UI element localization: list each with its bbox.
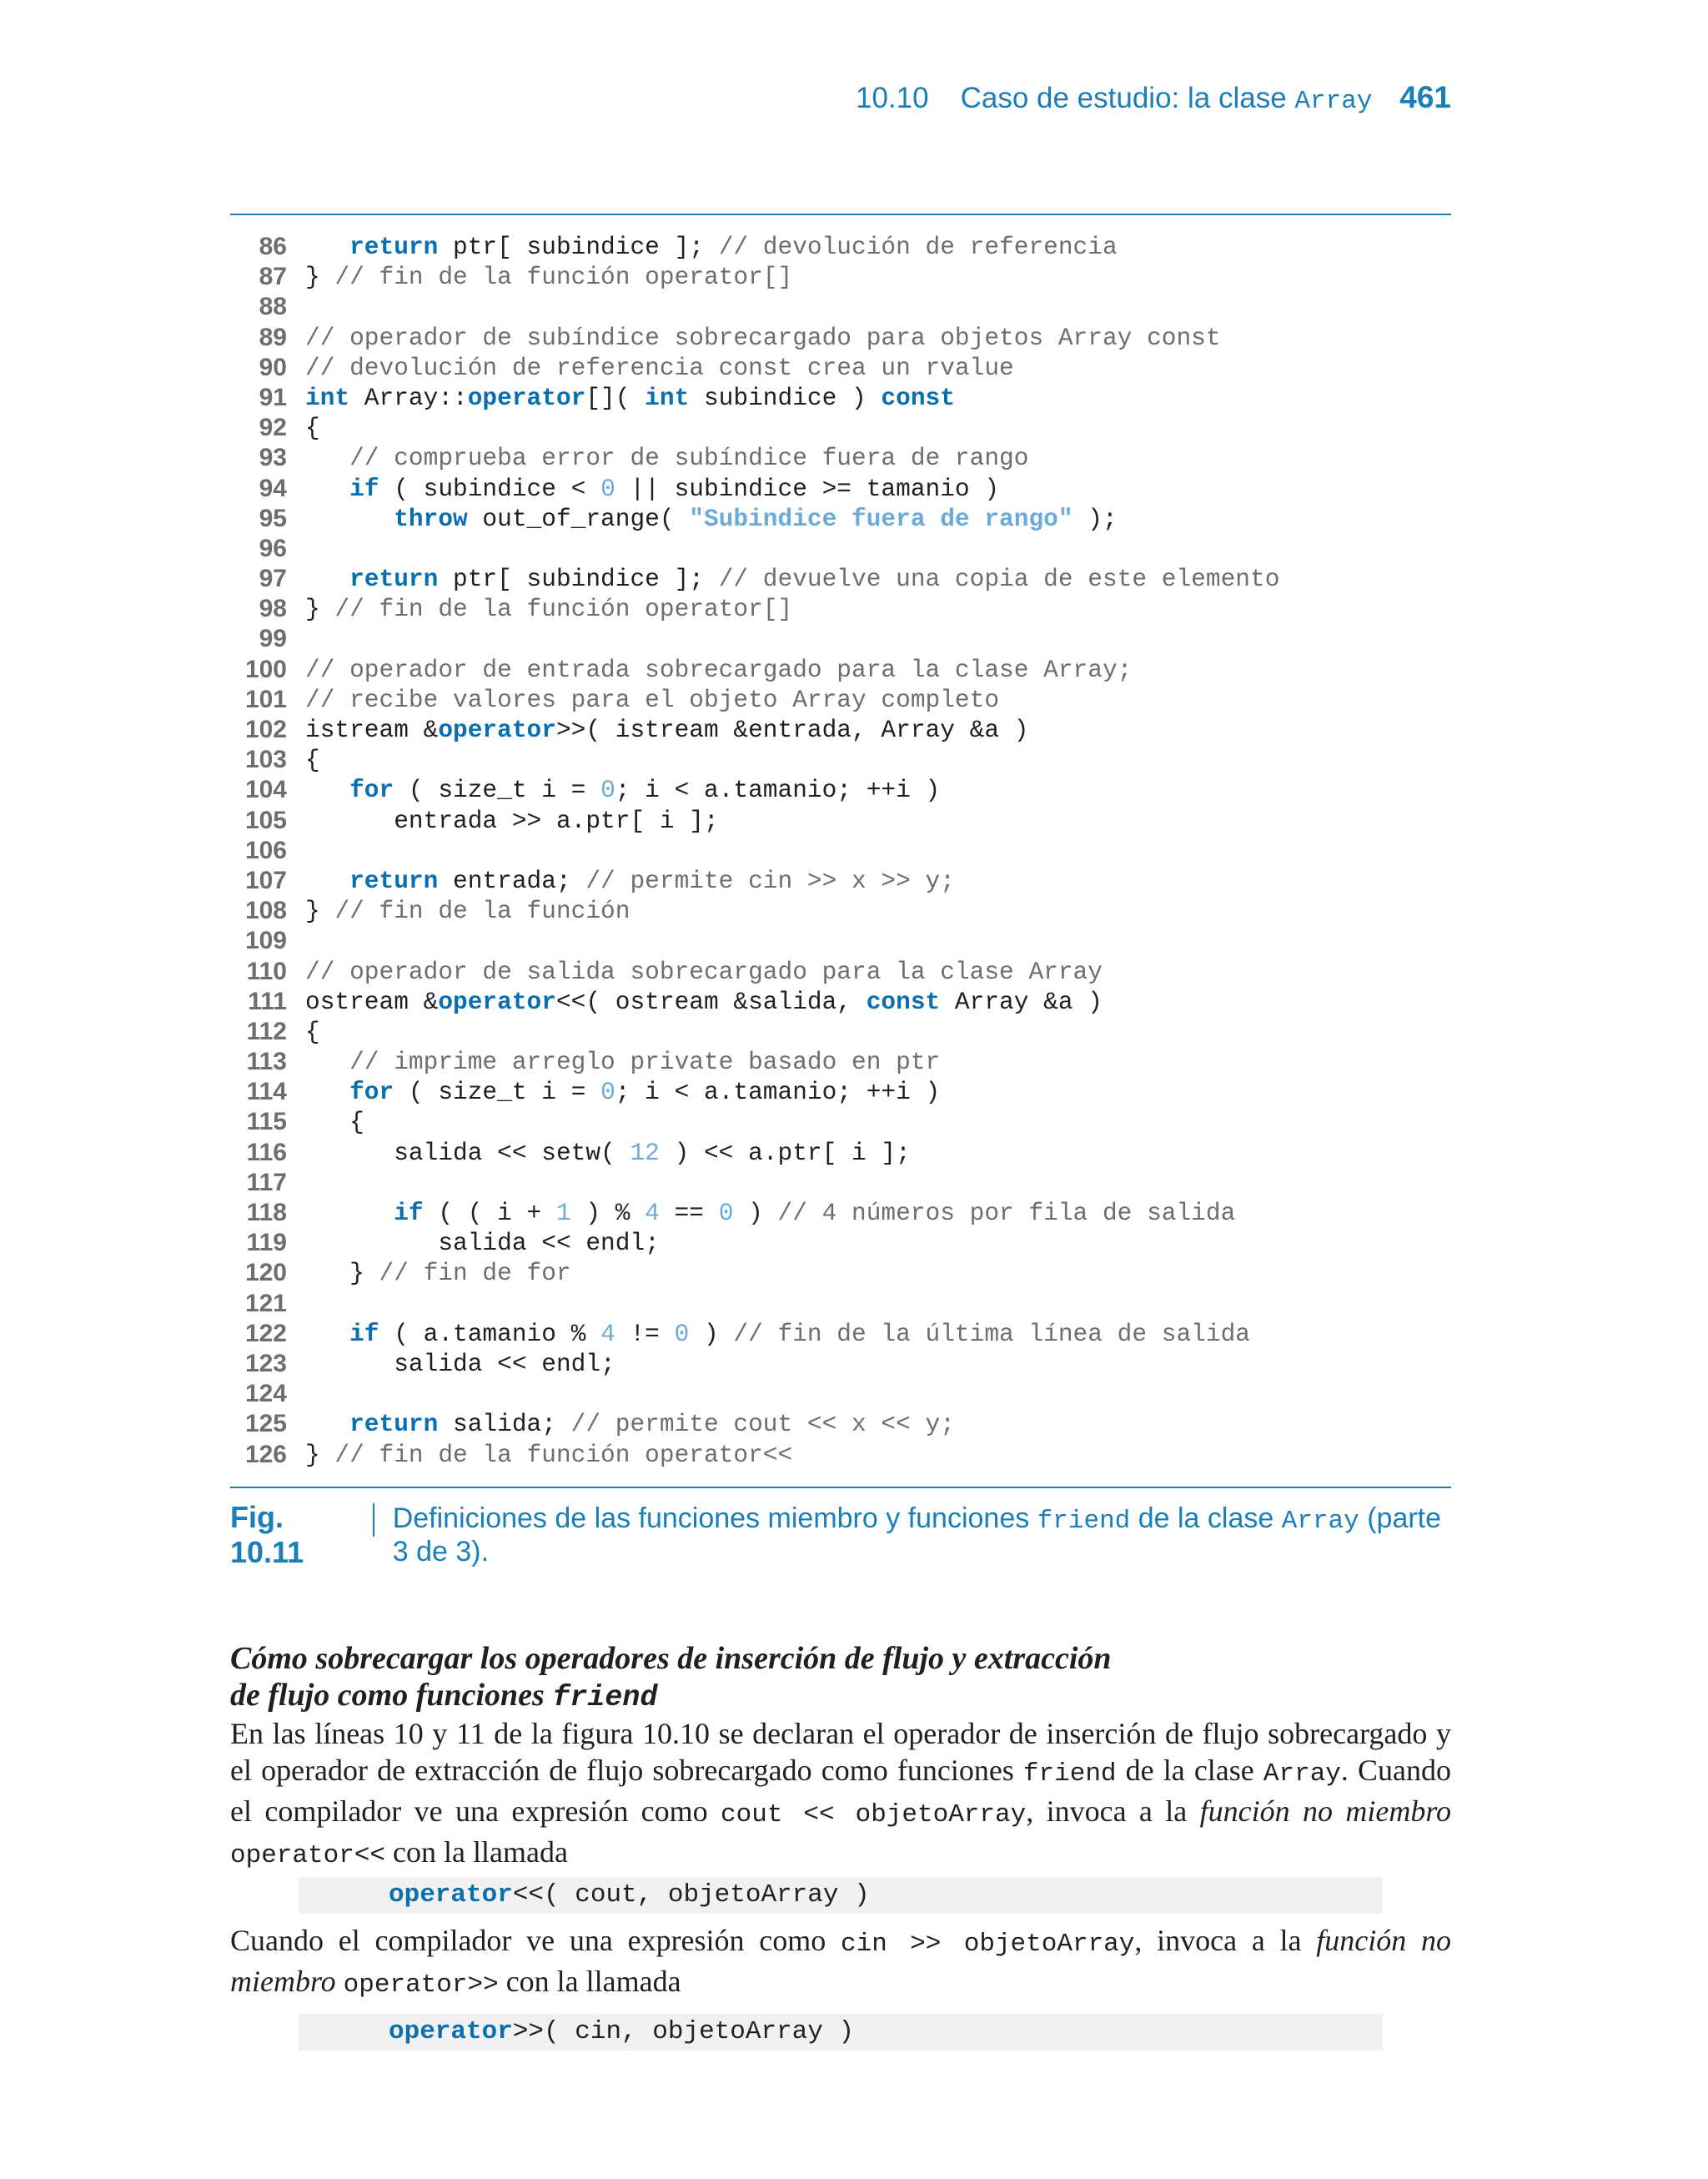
code-text: !=: [615, 1319, 675, 1348]
text-run: En las líneas 10 y 11 de la figura 10.10 se declaran el operador de inserción de flujo sobrecargado y el operador de extracción de flujo sobrecargado como funciones: [230, 1717, 1451, 1787]
code-text: [305, 475, 349, 503]
line-number: 92: [259, 414, 287, 442]
code-text: >>( istream &entrada, Array &a ): [555, 716, 1029, 744]
code-content: [305, 1047, 1451, 1077]
code-text: {: [305, 1017, 320, 1046]
code-number: 4: [645, 1199, 660, 1227]
code-keyword: int: [305, 383, 350, 412]
line-number: 117: [246, 1168, 287, 1196]
section-number: 10.10: [856, 82, 929, 114]
code-content: [305, 1077, 1451, 1107]
code-line: [230, 896, 1451, 926]
line-number: 116: [246, 1138, 287, 1166]
code-keyword: return: [349, 233, 439, 261]
code-line: [230, 564, 1451, 594]
paragraph: [230, 1922, 1451, 2004]
emphasis: función no miembro: [230, 1924, 1452, 1998]
code-text: {: [305, 1108, 364, 1137]
line-number: 105: [244, 806, 287, 834]
code-text: [305, 867, 349, 895]
code-comment: // fin de la función operator[]: [334, 595, 793, 624]
section-title: [961, 82, 1400, 116]
line-number: 101: [244, 685, 287, 713]
line-number: 99: [259, 625, 287, 653]
code-text: ( ( i +: [423, 1199, 556, 1227]
code-content: [305, 836, 1451, 866]
section-heading: [230, 1640, 1451, 1716]
code-line: [230, 1138, 1451, 1168]
code-comment: // operador de subíndice sobrecargado para objetos Array const: [305, 323, 1221, 352]
code-text: salida << endl;: [305, 1229, 660, 1258]
page-number: 461: [1399, 80, 1451, 114]
listing-top-rule: [230, 214, 1451, 215]
code-text: }: [305, 897, 335, 926]
line-number: 112: [246, 1017, 287, 1045]
line-number: 90: [259, 353, 287, 381]
code-line: [230, 413, 1451, 443]
code-keyword: int: [645, 383, 690, 412]
code-line: [230, 866, 1451, 896]
code-line: [230, 504, 1451, 534]
code-comment: // permite cin >> x >> y;: [585, 866, 955, 895]
line-number: 86: [259, 233, 287, 260]
code-content: [305, 745, 1451, 775]
code-text: ( size_t i =: [394, 776, 601, 805]
code-keyword: if: [349, 1319, 379, 1348]
code-content: [305, 775, 1451, 805]
code-line: [230, 624, 1451, 654]
text-run: . Cuando el compilador ve una expresión como: [230, 1754, 1452, 1828]
code-text: );: [1073, 504, 1118, 533]
code-text: ): [733, 1199, 778, 1227]
inline-code: operator<<: [230, 1841, 386, 1870]
code-line: [230, 292, 1451, 322]
heading-code: friend: [552, 1681, 658, 1714]
code-comment: // devolución de referencia: [718, 233, 1118, 261]
code-line: [230, 745, 1451, 775]
code-comment: // devuelve una copia de este elemento: [718, 565, 1280, 594]
code-line: [230, 1440, 1451, 1470]
code-text: Array &a ): [940, 987, 1103, 1016]
code-line: [230, 715, 1451, 745]
code-line: [230, 383, 1451, 413]
code-content: [305, 957, 1451, 987]
code-line: [230, 474, 1451, 504]
text-run: con la llamada: [498, 1965, 681, 1998]
line-number: 98: [259, 595, 287, 623]
code-comment: // recibe valores para el objeto Array completo: [305, 685, 1000, 714]
code-keyword: return: [349, 1410, 439, 1439]
listing-bottom-rule: [230, 1487, 1451, 1488]
line-number: 102: [244, 716, 287, 743]
code-keyword: if: [394, 1199, 424, 1227]
code-line: [230, 1349, 1451, 1379]
line-number: 97: [259, 565, 287, 593]
code-content: [305, 806, 1451, 836]
code-content: [305, 292, 1451, 322]
code-text: [305, 444, 349, 472]
text-run: [336, 1965, 344, 1998]
code-string: "Subindice fuera de rango": [689, 504, 1073, 533]
code-content: [305, 262, 1451, 292]
code-content: [305, 1289, 1451, 1319]
code-line: [230, 1107, 1451, 1137]
code-line: [230, 1017, 1451, 1047]
line-number: 100: [244, 655, 287, 683]
code-line: [230, 534, 1451, 564]
code-line: [230, 1289, 1451, 1319]
line-number: 125: [244, 1410, 287, 1438]
line-number: 110: [246, 957, 287, 985]
code-example: [299, 1877, 1383, 1914]
code-content: [305, 594, 1451, 624]
code-line: [230, 655, 1451, 685]
code-number: 0: [674, 1319, 690, 1348]
code-text: subindice ): [689, 383, 882, 412]
code-comment: // fin de la función operator<<: [334, 1440, 793, 1469]
code-content: [305, 1319, 1451, 1349]
code-text: [305, 233, 349, 261]
code-comment: // devolución de referencia const crea un rvalue: [305, 353, 1014, 382]
code-content: [305, 443, 1451, 473]
code-text: [305, 565, 349, 593]
code-text: [305, 1410, 349, 1438]
code-text: [305, 505, 394, 533]
code-line: [230, 685, 1451, 715]
code-keyword: return: [349, 565, 439, 594]
line-number: 119: [246, 1229, 287, 1257]
code-keyword: operator: [467, 383, 586, 412]
caption-code: Array: [1281, 1507, 1359, 1536]
code-comment: // 4 números por fila de salida: [777, 1199, 1236, 1227]
code-line: [230, 353, 1451, 383]
code-line: [230, 1198, 1451, 1228]
code-text: out_of_range(: [467, 504, 690, 533]
paragraph: [230, 1715, 1451, 1875]
code-text: }: [305, 1440, 335, 1469]
code-text: }: [305, 1259, 379, 1288]
code-content: [305, 685, 1451, 715]
line-number: 104: [244, 776, 287, 804]
code-comment: // fin de la función operator[]: [334, 263, 793, 292]
line-number: 109: [244, 927, 287, 955]
code-text: [305, 1048, 349, 1076]
code-text: entrada >> a.ptr[ i ];: [305, 806, 719, 835]
code-line: [230, 232, 1451, 262]
code-comment: // imprime arreglo private basado en ptr: [349, 1048, 941, 1077]
code-content: [305, 504, 1451, 534]
code-text: ; i < a.tamanio; ++i ): [615, 776, 941, 805]
line-number: 95: [259, 504, 287, 532]
line-number: 124: [244, 1380, 287, 1408]
code-line: [230, 1409, 1451, 1439]
code-keyword: operator: [389, 1880, 513, 1910]
code-keyword: const: [881, 383, 955, 412]
code-number: 0: [600, 474, 615, 503]
figure-caption: [230, 1500, 1451, 1569]
code-line: [230, 1319, 1451, 1349]
code-text: {: [305, 746, 320, 775]
text-run: de la clase: [1116, 1754, 1263, 1787]
line-number: 122: [244, 1319, 287, 1347]
code-text: ; i < a.tamanio; ++i ): [615, 1078, 941, 1107]
code-text: ): [689, 1319, 734, 1348]
code-text: {: [305, 414, 320, 443]
code-comment: // operador de salida sobrecargado para la clase Array: [305, 957, 1103, 986]
code-line: [230, 926, 1451, 956]
code-text: salida << setw(: [305, 1138, 630, 1167]
code-line: [230, 806, 1451, 836]
code-comment: // fin de la última línea de salida: [733, 1319, 1250, 1348]
line-number: 96: [259, 534, 287, 562]
code-keyword: operator: [438, 987, 556, 1016]
caption-separator: [373, 1503, 374, 1537]
code-line: [230, 1047, 1451, 1077]
code-number: 1: [555, 1199, 571, 1227]
line-number: 115: [246, 1108, 287, 1136]
line-number: 108: [244, 897, 287, 925]
code-content: [305, 926, 1451, 956]
code-content: [305, 564, 1451, 594]
code-text: ) << a.ptr[ i ];: [659, 1138, 911, 1167]
caption-code: friend: [1037, 1507, 1131, 1536]
code-example: [299, 2014, 1383, 2051]
inline-code: operator>>: [343, 1970, 499, 2000]
line-number: 107: [244, 866, 287, 894]
line-number: 91: [259, 383, 287, 411]
code-text: entrada;: [438, 866, 586, 895]
code-content: [305, 1258, 1451, 1288]
inline-code: friend: [1022, 1759, 1117, 1789]
caption-text-part: (parte 3 de 3).: [392, 1502, 1442, 1568]
code-text: ptr[ subindice ];: [438, 233, 719, 261]
code-text: [305, 1199, 394, 1227]
code-text: istream &: [305, 716, 439, 744]
heading-text: de flujo como funciones: [230, 1678, 553, 1713]
code-comment: // permite cout << x << y;: [570, 1410, 955, 1439]
line-number: 123: [244, 1349, 287, 1377]
code-text: salida;: [438, 1410, 571, 1439]
caption-text: [393, 1502, 1451, 1568]
code-content: [305, 1107, 1451, 1137]
code-number: 12: [630, 1138, 660, 1167]
code-line: [230, 1168, 1451, 1198]
code-content: [305, 1168, 1451, 1198]
code-keyword: operator: [438, 716, 556, 744]
code-line: [230, 836, 1451, 866]
text-run: con la llamada: [385, 1835, 568, 1869]
line-number: 89: [259, 323, 287, 351]
code-content: [305, 1440, 1451, 1470]
code-number: 0: [600, 1078, 615, 1107]
code-line: [230, 594, 1451, 624]
heading-line: [230, 1677, 1451, 1716]
code-text: [305, 776, 349, 804]
code-line: [230, 1228, 1451, 1258]
code-line: [230, 1379, 1451, 1409]
code-text: <<( cout, objetoArray ): [512, 1880, 870, 1910]
code-line: [230, 775, 1451, 805]
line-number: 88: [259, 293, 287, 321]
code-content: [305, 1409, 1451, 1439]
line-number: 121: [244, 1289, 287, 1317]
code-number: 0: [600, 776, 615, 805]
code-keyword: return: [349, 866, 439, 895]
code-content: [305, 1138, 1451, 1168]
code-text: ostream &: [305, 987, 439, 1016]
line-number: 111: [248, 987, 287, 1015]
code-content: [305, 715, 1451, 745]
code-content: [305, 624, 1451, 654]
code-content: [305, 232, 1451, 262]
code-content: [305, 866, 1451, 896]
code-keyword: if: [349, 474, 379, 503]
code-text: >>( cin, objetoArray ): [512, 2017, 855, 2046]
code-content: [305, 987, 1451, 1017]
code-keyword: const: [866, 987, 941, 1016]
code-text: [305, 1078, 349, 1106]
code-text: [305, 1320, 349, 1348]
code-content: [305, 353, 1451, 383]
figure-label: Fig. 10.11: [230, 1500, 304, 1569]
code-text: Array::: [349, 383, 468, 412]
caption-text-part: Definiciones de las funciones miembro y funciones: [392, 1502, 1037, 1534]
code-text: <<( ostream &salida,: [555, 987, 867, 1016]
code-comment: // fin de la función: [334, 897, 630, 926]
code-text: salida << endl;: [305, 1349, 615, 1378]
code-text: ( a.tamanio %: [379, 1319, 601, 1348]
line-number: 114: [246, 1078, 287, 1106]
code-text: ( size_t i =: [394, 1078, 601, 1107]
code-comment: // operador de entrada sobrecargado para la clase Array;: [305, 655, 1133, 684]
code-line: [230, 262, 1451, 292]
code-content: [305, 1379, 1451, 1409]
line-number: 120: [244, 1259, 287, 1287]
code-keyword: for: [349, 776, 394, 805]
line-number: 87: [259, 263, 287, 291]
code-keyword: for: [349, 1078, 394, 1107]
code-line: [230, 1258, 1451, 1288]
code-text: }: [305, 595, 335, 624]
code-text: ==: [659, 1199, 719, 1227]
section-title-text: Caso de estudio: la clase: [960, 82, 1287, 114]
code-keyword: operator: [389, 2017, 513, 2046]
code-content: [305, 474, 1451, 504]
code-content: [305, 1349, 1451, 1379]
code-line: [230, 957, 1451, 987]
code-content: [305, 413, 1451, 443]
line-number: 103: [244, 746, 287, 774]
code-line: [230, 323, 1451, 353]
code-content: [305, 1228, 1451, 1258]
code-text: || subindice >= tamanio ): [615, 474, 1000, 503]
code-content: [305, 655, 1451, 685]
code-content: [305, 534, 1451, 564]
code-text: [](: [585, 383, 646, 412]
code-line: [230, 1077, 1451, 1107]
code-comment: // comprueba error de subíndice fuera de rango: [349, 444, 1029, 473]
text-run: , invoca a la: [1026, 1794, 1200, 1828]
line-number: 93: [259, 444, 287, 472]
line-number: 126: [244, 1440, 287, 1468]
caption-text-part: de la clase: [1130, 1502, 1282, 1534]
text-run: Cuando el compilador ve una expresión como: [230, 1924, 841, 1957]
code-content: [305, 383, 1451, 413]
line-number: 113: [246, 1048, 287, 1076]
code-content: [305, 323, 1451, 353]
code-number: 0: [718, 1199, 734, 1227]
section-title-code: Array: [1294, 87, 1373, 116]
code-content: [305, 896, 1451, 926]
running-header: [856, 80, 1451, 122]
code-text: ) %: [570, 1199, 646, 1227]
code-text: ptr[ subindice ];: [438, 565, 719, 594]
emphasis: función no miembro: [1199, 1794, 1451, 1828]
inline-code: cin >> objetoArray: [841, 1930, 1135, 1959]
heading-line: Cómo sobrecargar los operadores de inserción de flujo y extracción: [230, 1641, 1112, 1676]
inline-code: cout << objetoArray: [721, 1800, 1027, 1829]
line-number: 94: [259, 474, 287, 502]
code-text: }: [305, 263, 335, 292]
code-line: [230, 987, 1451, 1017]
code-comment: // fin de for: [379, 1259, 571, 1288]
code-content: [305, 1017, 1451, 1047]
code-number: 4: [600, 1319, 615, 1348]
line-number: 106: [244, 836, 287, 864]
text-run: , invoca a la: [1134, 1924, 1317, 1957]
code-listing: [230, 232, 1451, 1470]
code-text: ( subindice <: [379, 474, 601, 503]
inline-code: Array: [1263, 1759, 1341, 1789]
code-content: [305, 1198, 1451, 1228]
code-keyword: throw: [394, 504, 468, 533]
code-line: [230, 443, 1451, 473]
line-number: 118: [246, 1199, 287, 1226]
